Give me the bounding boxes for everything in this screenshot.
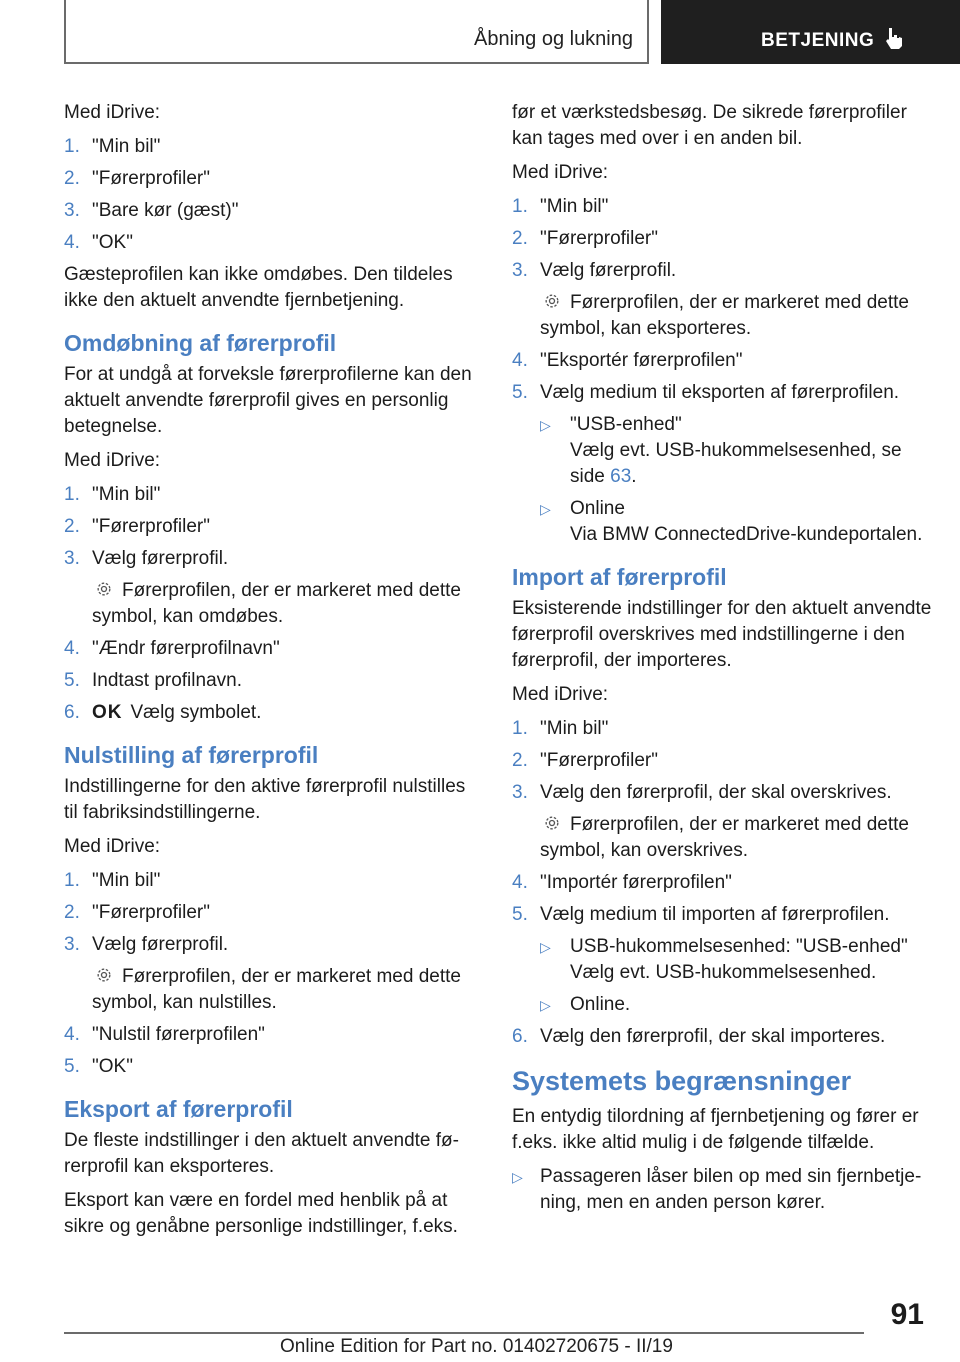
reset-text: Indstillingerne for den aktive førerprofil nulstilles til fabriksindstillingerne.	[64, 776, 466, 823]
import-heading: Import af førerprofil	[512, 564, 727, 590]
list-item: 2. "Førerprofiler"	[64, 516, 210, 537]
rename-steps-cont	[64, 636, 479, 726]
list-item: 3. Vælg førerprofil.	[64, 548, 229, 569]
chapter-tab	[661, 0, 960, 64]
list-item: 1. "Min bil"	[512, 196, 609, 217]
import-intro: Med iDrive:	[512, 684, 609, 705]
ok-symbol-icon: OK	[92, 702, 123, 723]
import-symbol-note: Førerprofilen, der er markeret med dette symbol, kan overskrives.	[540, 814, 909, 861]
list-item: ▷ Online.	[540, 992, 932, 1018]
list-item: 6. OK Vælg symbolet.	[64, 700, 479, 726]
triangle-bullet-icon: ▷	[512, 1169, 523, 1185]
triangle-bullet-icon: ▷	[540, 997, 551, 1013]
import-steps	[512, 716, 932, 806]
gear-icon	[92, 579, 116, 599]
guest-steps	[64, 134, 479, 256]
list-item: ▷ Online Via BMW ConnectedDrive-kundeportalen.	[540, 498, 923, 545]
rename-intro: Med iDrive:	[64, 450, 161, 471]
list-item: 1. "Min bil"	[64, 136, 161, 157]
list-item: 1. "Min bil"	[64, 484, 161, 505]
list-item: 1. "Min bil"	[512, 718, 609, 739]
import-media-options	[540, 934, 932, 1018]
export-text-1: De fleste indstillinger i den aktuelt anvendte førerprofil kan eksporteres.	[64, 1130, 459, 1177]
list-item: 5. "OK"	[64, 1056, 133, 1077]
import-text: Eksisterende indstillinger for den aktuelt anvendte førerprofil overskrives med indstillingerne i den førerprofil, der importeres.	[512, 598, 932, 671]
import-steps-cont	[512, 870, 932, 928]
list-item: 2. "Førerprofiler"	[512, 750, 658, 771]
export-text-cont: før et værkstedsbesøg. De sikrede førerprofiler kan tages med over i en anden bil.	[512, 102, 907, 149]
triangle-bullet-icon: ▷	[540, 501, 551, 517]
list-item: ▷ Passageren låser bilen op med sin fjernbetjening, men en anden person kører.	[512, 1166, 922, 1213]
edition-footer: Online Edition for Part no. 01402720675 - II/19	[280, 1336, 673, 1357]
list-item: 5. Indtast profilnavn.	[64, 670, 242, 691]
list-item: 2. "Førerprofiler"	[64, 902, 210, 923]
export-media-options	[540, 412, 932, 548]
export-steps	[512, 194, 932, 284]
limits-text: En entydig tilordning af fjernbetjening og fører er f.eks. ikke altid mulig i de følgende tilfælde.	[512, 1106, 919, 1153]
footer-divider	[64, 1332, 864, 1334]
list-item: 4. "OK"	[64, 232, 133, 253]
list-item: 2. "Førerprofiler"	[64, 168, 210, 189]
limits-heading: Systemets begrænsninger	[512, 1066, 852, 1096]
right-column	[512, 100, 932, 1222]
chapter-title: BETJENING	[761, 30, 875, 51]
section-tab	[64, 0, 649, 64]
list-item: 3. Vælg førerprofil.	[64, 934, 229, 955]
page-number: 91	[890, 1298, 924, 1331]
list-item: 6. Vælg den førerprofil, der skal importeres.	[512, 1026, 886, 1047]
import-steps-final	[512, 1024, 932, 1050]
gear-icon	[92, 965, 116, 985]
gear-icon	[540, 291, 564, 311]
list-item: 1. "Min bil"	[64, 870, 161, 891]
list-item: 5. Vælg medium til eksporten af førerprofilen.	[512, 382, 900, 403]
export-symbol-note: Førerprofilen, der er markeret med dette symbol, kan eksporteres.	[540, 292, 909, 339]
limits-list	[512, 1164, 932, 1216]
list-item: 2. "Førerprofiler"	[512, 228, 658, 249]
list-item: ▷ USB-hukommelsesenhed: "USB-enhed" Vælg evt. USB-hukommelsesenhed.	[540, 936, 908, 983]
triangle-bullet-icon: ▷	[540, 417, 551, 433]
export-text-2: Eksport kan være en fordel med henblik på at sikre og genåbne personlige indstillinger, f.eks.	[64, 1190, 458, 1237]
export-intro: Med iDrive:	[512, 162, 609, 183]
gear-icon	[540, 813, 564, 833]
hand-pointer-icon	[883, 26, 905, 50]
reset-steps-cont	[64, 1022, 479, 1080]
rename-text: For at undgå at forveksle førerprofilerne kan den aktuelt anvendte førerprofil gives en personlig betegnelse.	[64, 364, 472, 437]
reset-symbol-note: Førerprofilen, der er markeret med dette symbol, kan nulstilles.	[92, 966, 461, 1013]
section-title: Åbning og lukning	[473, 28, 633, 50]
list-item: 5. Vælg medium til importen af førerprofilen.	[512, 904, 890, 925]
list-item: ▷ "USB-enhed" Vælg evt. USB-hukommelsesenhed, se side 63.	[540, 414, 902, 487]
left-column	[64, 100, 479, 1248]
list-item: 4. "Ændr førerprofilnavn"	[64, 638, 280, 659]
list-item: 3. Vælg førerprofil.	[512, 260, 677, 281]
export-steps-cont	[512, 348, 932, 406]
page-header	[0, 0, 960, 66]
list-item: 4. "Importér førerprofilen"	[512, 872, 732, 893]
reset-steps	[64, 868, 479, 958]
list-item: 3. Vælg den førerprofil, der skal overskrives.	[512, 782, 892, 803]
triangle-bullet-icon: ▷	[540, 939, 551, 955]
rename-steps	[64, 482, 479, 572]
reset-intro: Med iDrive:	[64, 836, 161, 857]
rename-heading: Omdøbning af førerprofil	[64, 330, 337, 356]
list-item: 3. "Bare kør (gæst)"	[64, 200, 239, 221]
guest-note: Gæsteprofilen kan ikke omdøbes. Den tildeles ikke den aktuelt anvendte fjernbetjening.	[64, 264, 453, 311]
list-item: 4. "Nulstil førerprofilen"	[64, 1024, 265, 1045]
rename-symbol-note: Førerprofilen, der er markeret med dette symbol, kan omdøbes.	[92, 580, 461, 627]
export-heading: Eksport af førerprofil	[64, 1096, 293, 1122]
intro-text: Med iDrive:	[64, 102, 161, 123]
list-item: 4. "Eksportér førerprofilen"	[512, 350, 743, 371]
reset-heading: Nulstilling af førerprofil	[64, 742, 319, 768]
page-link[interactable]: 63	[610, 466, 632, 487]
